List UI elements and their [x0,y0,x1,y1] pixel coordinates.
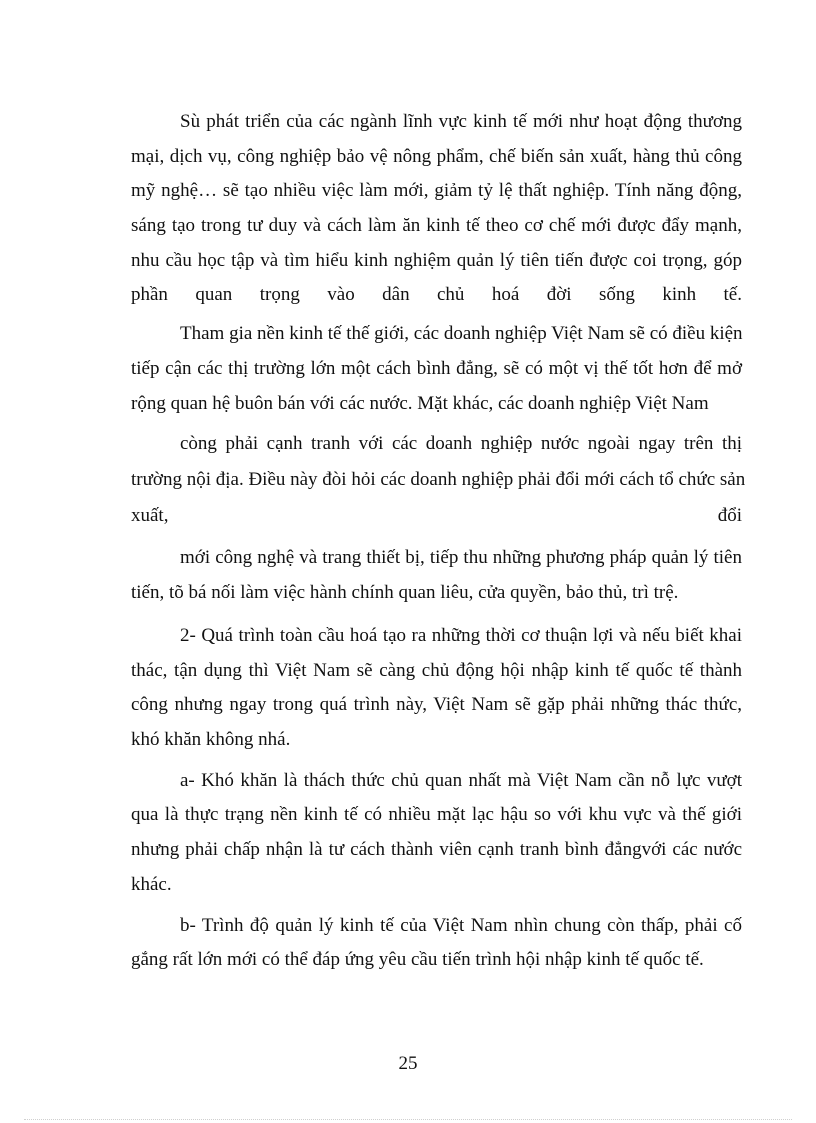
text-line: Tham gia nền kinh tế thế giới, các doanh nghiệp Việt Nam sẽ có điều kiện [180,323,743,344]
text-line: qua là thực trạng nền kinh tế có nhiều mặt lạc hậu so với khu vực và thế giới [131,804,742,825]
text-line: mại, dịch vụ, công nghiệp bảo vệ nông phẩm, chế biến sản xuất, hàng thủ công [131,146,742,167]
text-line: sáng tạo trong tư duy và cách làm ăn kinh tế theo cơ chế mới được đẩy mạnh, [131,215,742,236]
text-line: Sù phát triển của các ngành lĩnh vực kinh tế mới như hoạt động thương [180,111,742,132]
text-line: a- Khó khăn là thách thức chủ quan nhất mà Việt Nam cần nỗ lực vượt [180,770,742,791]
text-line: tiến, tõ bá nối làm việc hành chính quan liêu, cửa quyền, bảo thủ, trì trệ. [131,582,679,603]
text-line: trường nội địa. Điều này đòi hỏi các doanh nghiệp phải đổi mới cách tổ chức sản [131,469,746,490]
text-line: 2- Quá trình toàn cầu hoá tạo ra những thời cơ thuận lợi và nếu biết khai [180,625,742,646]
page-number: 25 [398,1053,418,1074]
footer-divider [24,1119,792,1120]
text-line: gắng rất lớn mới có thể đáp ứng yêu cầu tiến trình hội nhập kinh tế quốc tế. [131,949,704,970]
text-line: tiếp cận các thị trường lớn một cách bình đẳng, sẽ có một vị thế tốt hơn để mở [131,358,742,379]
text-line: mới công nghệ và trang thiết bị, tiếp thu những phương pháp quản lý tiên [180,547,742,568]
text-line: còng phải cạnh tranh với các doanh nghiệp nước ngoài ngay trên thị [180,433,742,454]
text-line: mỹ nghệ… sẽ tạo nhiều việc làm mới, giảm tỷ lệ thất nghiệp. Tính năng động, [131,180,742,201]
text-line: phần quan trọng vào dân chủ hoá đời sống kinh tế. [131,284,742,305]
text-line: nhu cầu học tập và tìm hiểu kinh nghiệm quản lý tiên tiến được coi trọng, góp [131,250,742,271]
text-line: rộng quan hệ buôn bán với các nước. Mặt khác, các doanh nghiệp Việt Nam [131,393,709,414]
text-line: khác. [131,874,172,895]
text-line: b- Trình độ quản lý kinh tế của Việt Nam nhìn chung còn thấp, phải cố [180,915,742,936]
text-line: nhưng phải chấp nhận là tư cách thành viên cạnh tranh bình đẳngvới các nước [131,839,742,860]
text-line: thác, tận dụng thì Việt Nam sẽ càng chủ động hội nhập kinh tế quốc tế thành [131,660,742,681]
text-line: xuất, đổi [131,505,742,526]
text-line: công nhưng ngay trong quá trình này, Việt Nam sẽ gặp phải những thác thức, [131,694,742,715]
text-line: khó khăn không nhá. [131,729,291,750]
